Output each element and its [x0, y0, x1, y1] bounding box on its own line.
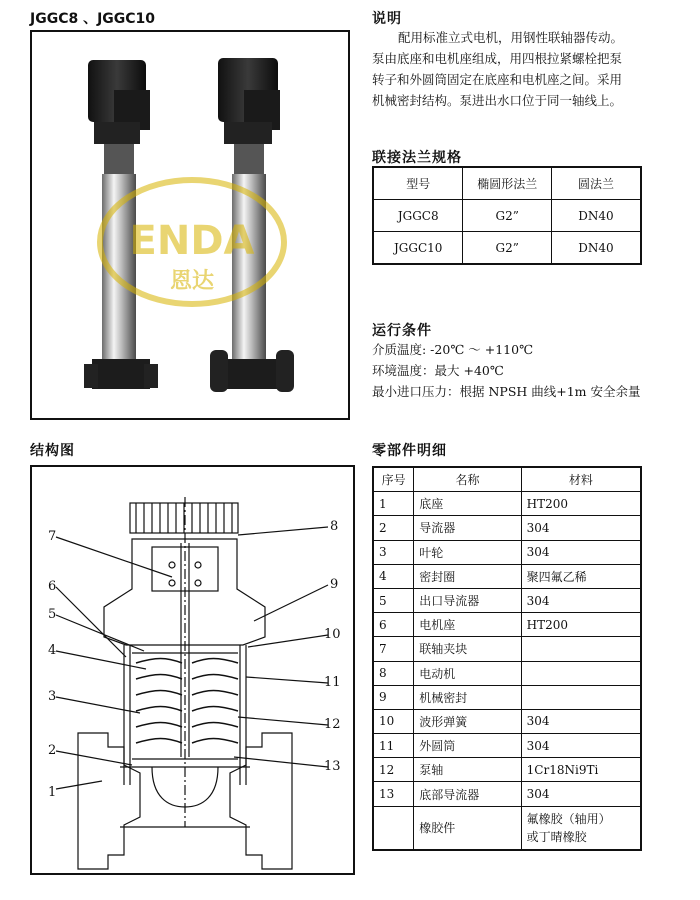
description-text: 配用标准立式电机，用钢性联轴器传动。 泵由底座和电机座组成，用四根拉紧螺栓把泵 转子和外圆筒固定在底座和电机座之间。采用 机械密封结构。泵进出水口位于同一轴线上。: [372, 30, 624, 108]
description-title: 说明: [372, 11, 402, 27]
table-row: 6 电机座 HT200: [373, 613, 641, 637]
label-7: 7: [48, 529, 57, 544]
svg-text:恩达: 恩达: [169, 269, 215, 294]
conditions-title: 运行条件: [372, 323, 432, 339]
parts-table: 序号 名称 材料 1 底座 HT200 2 导流器 304 3 叶轮 304 4 密封圈 聚四氟乙稀 5 出口导流器 304 6 电机座 HT200 7 联轴夹块 8 电动机 9 机械密封 10 波形弹簧 304 11 外圆筒 304 12 泵轴 1Cr18Ni9Ti 13 底部导流器 304 橡胶件 氟橡胶（轴用） 或丁晴橡胶: [372, 466, 642, 851]
label-10: 10: [324, 627, 341, 642]
table-row: 12 泵轴 1Cr18Ni9Ti: [373, 758, 641, 782]
table-row: JGGC8 G2” DN40: [373, 200, 641, 232]
label-6: 6: [48, 579, 57, 594]
flange-table: 型号 椭圆形法兰 圆法兰 JGGC8 G2” DN40 JGGC10 G2” DN40: [372, 166, 642, 265]
table-row: 8 电动机: [373, 661, 641, 685]
page-title: JGGC8 、JGGC10: [30, 11, 156, 27]
table-row: JGGC10 G2” DN40: [373, 232, 641, 265]
flange-title: 联接法兰规格: [372, 150, 462, 166]
label-9: 9: [330, 577, 339, 592]
product-photo: [30, 30, 350, 420]
label-8: 8: [330, 519, 339, 534]
table-row: 5 出口导流器 304: [373, 588, 641, 612]
label-4: 4: [48, 643, 57, 658]
label-13: 13: [324, 759, 341, 774]
label-3: 3: [48, 689, 57, 704]
conditions-text: 介质温度: -20℃ ～ +110℃ 环境温度：最大 +40℃ 最小进口压力：根据 NPSH 曲线+1m 安全余量: [372, 342, 641, 399]
table-row: 9 机械密封: [373, 685, 641, 709]
table-row: 4 密封圈 聚四氟乙稀: [373, 564, 641, 588]
table-row: 10 波形弹簧 304: [373, 709, 641, 733]
table-row: 7 联轴夹块: [373, 637, 641, 661]
parts-title: 零部件明细: [372, 443, 447, 459]
label-2: 2: [48, 743, 57, 758]
label-12: 12: [324, 717, 341, 732]
svg-text:ENDA: ENDA: [129, 218, 255, 264]
table-row: 1 底座 HT200: [373, 492, 641, 516]
diagram-title: 结构图: [30, 443, 75, 459]
table-row: 橡胶件 氟橡胶（轴用） 或丁晴橡胶: [373, 806, 641, 850]
table-row: 11 外圆筒 304: [373, 734, 641, 758]
label-5: 5: [48, 607, 57, 622]
label-1: 1: [48, 785, 57, 800]
label-11: 11: [324, 675, 341, 690]
structure-diagram: [30, 465, 355, 875]
table-row: 2 导流器 304: [373, 516, 641, 540]
table-row: 13 底部导流器 304: [373, 782, 641, 806]
table-row: 3 叶轮 304: [373, 540, 641, 564]
